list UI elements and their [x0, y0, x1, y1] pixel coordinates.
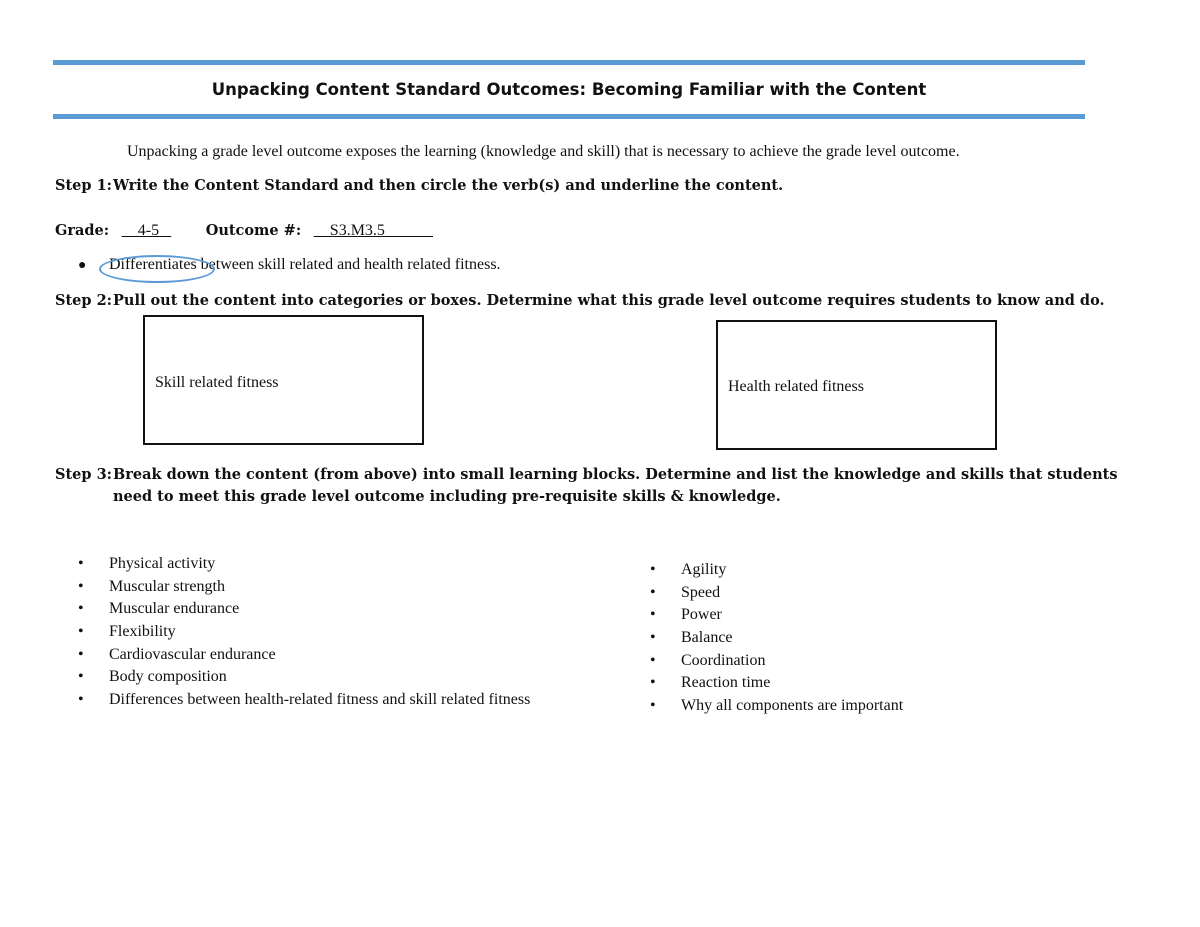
- list-item: • Muscular strength: [78, 576, 530, 599]
- health-related-label: Health related fitness: [728, 378, 864, 395]
- page-title: Unpacking Content Standard Outcomes: Becoming Familiar with the Content: [211, 80, 927, 99]
- health-related-box: [716, 320, 997, 450]
- outcome-value: __S3.M3.5______: [313, 222, 433, 239]
- outcome-label: Outcome #:: [205, 222, 302, 239]
- step1-label: Step 1:: [55, 177, 113, 194]
- knowledge-list-left: [78, 553, 530, 712]
- outcome-rest: between skill related and health related fitness.: [196, 256, 501, 273]
- step2-label: Step 2:: [55, 292, 113, 309]
- step1-heading: [55, 177, 783, 194]
- list-item: • Agility: [650, 559, 903, 582]
- skill-related-label: Skill related fitness: [155, 374, 279, 391]
- step3-text: Break down the content (from above) into small learning blocks. Determine and list the knowledge and skills that students need to meet this grade level outcome including pre-requisite skills & knowledge.: [113, 466, 1118, 505]
- top-rule: [53, 60, 1085, 65]
- intro-text: Unpacking a grade level outcome exposes the learning (knowledge and skill) that is necessary to achieve the grade level outcome.: [127, 143, 960, 160]
- list-item: • Reaction time: [650, 672, 903, 695]
- list-item: • Cardiovascular endurance: [78, 644, 530, 667]
- step2-heading: [55, 292, 1105, 309]
- outcome-verb: Differentiates: [109, 256, 197, 273]
- verb-circle-annotation: [99, 255, 215, 283]
- list-item: • Power: [650, 604, 903, 627]
- list-item: • Physical activity: [78, 553, 530, 576]
- step1-text: Write the Content Standard and then circle the verb(s) and underline the content.: [113, 177, 784, 194]
- skill-related-box: [143, 315, 424, 445]
- list-item: • Speed: [650, 582, 903, 605]
- list-item: • Balance: [650, 627, 903, 650]
- grade-outcome-line: [55, 222, 433, 240]
- list-item: • Muscular endurance: [78, 598, 530, 621]
- bullet-icon: ●: [78, 258, 87, 273]
- bottom-rule: [53, 114, 1085, 119]
- step2-text: Pull out the content into categories or boxes. Determine what this grade level outcome requires students to know and do.: [113, 292, 1105, 309]
- list-item: • Why all components are important: [650, 695, 903, 718]
- list-item: • Body composition: [78, 666, 530, 689]
- list-item: • Differences between health-related fitness and skill related fitness: [78, 689, 530, 712]
- step3-label: Step 3:: [55, 466, 113, 483]
- knowledge-list-right: [650, 559, 903, 718]
- list-item: • Coordination: [650, 650, 903, 673]
- step3-heading: [55, 464, 1135, 508]
- list-item: • Flexibility: [78, 621, 530, 644]
- grade-value: __4-5 _: [121, 222, 172, 239]
- grade-label: Grade:: [55, 222, 110, 239]
